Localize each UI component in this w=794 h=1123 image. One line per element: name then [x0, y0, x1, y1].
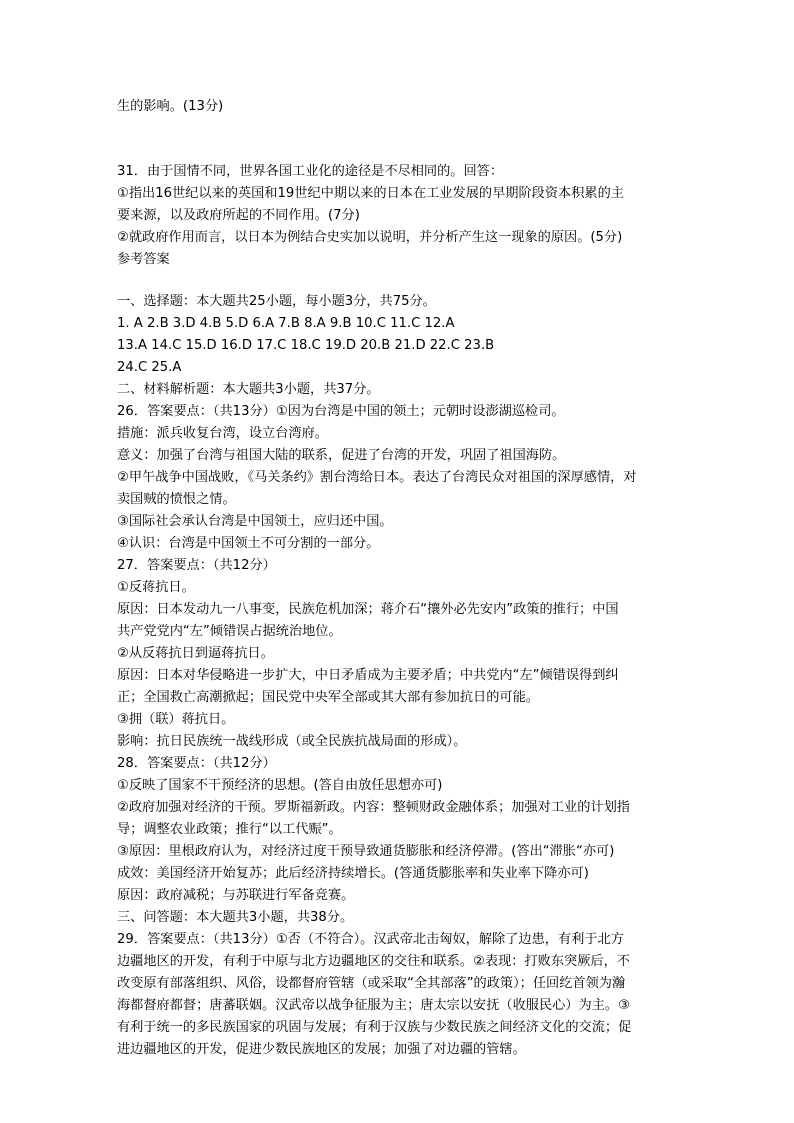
- question-31-part-1-cont: 要来源，以及政府所起的不同作用。(7分): [117, 208, 360, 223]
- answer-28-line: 原因：政府减税；与苏联进行军备竞赛。: [117, 888, 355, 903]
- answer-28-line: ①反映了国家不干预经济的思想。(答自由放任思想亦可): [117, 778, 443, 793]
- mc-answers-line-2: 13.A 14.C 15.D 16.D 17.C 18.C 19.D 20.B 21.D 22.C 23.B: [117, 338, 495, 353]
- mc-answers-line-1: 1. A 2.B 3.D 4.B 5.D 6.A 7.B 8.A 9.B 10.C 11.C 12.A: [117, 316, 455, 331]
- answer-28-line: 成效：美国经济开始复苏；此后经济持续增长。(答通货膨胀率和失业率下降亦可): [117, 866, 589, 881]
- answer-26-line: 卖国贼的愤恨之情。: [117, 492, 236, 507]
- continued-question-text: 生的影响。(13分): [117, 99, 224, 114]
- answer-26-line: 意义：加强了台湾与祖国大陆的联系，促进了台湾的开发，巩固了祖国海防。: [117, 448, 566, 463]
- answer-28-line: ②政府加强对经济的干预。罗斯福新政。内容：整顿财政金融体系；加强对工业的计划指: [117, 800, 630, 815]
- answer-26-line: ③国际社会承认台湾是中国领土，应归还中国。: [117, 514, 393, 529]
- answer-27-line: 27．答案要点：（共12分）: [117, 558, 276, 573]
- answer-27-line: 正；全国救亡高潮掀起；国民党中央军全部或其大部有参加抗日的可能。: [117, 690, 539, 705]
- answer-28-line: ③原因：里根政府认为，对经济过度干预导致通货膨胀和经济停滞。(答出“滞胀“亦可): [117, 844, 615, 859]
- answer-27-line: 原因：日本发动九一八事变，民族危机加深；蒋介石“攘外必先安内”政策的推行；中国: [117, 602, 619, 617]
- question-31-part-2: ②就政府作用而言，以日本为例结合史实加以说明，并分析产生这一现象的原因。(5分): [117, 230, 623, 245]
- answer-26-line: 26．答案要点：（共13分）①因为台湾是中国的领土；元朝时设澎湖巡检司。: [117, 404, 565, 419]
- section-1-heading: 一、选择题：本大题共25小题，每小题3分，共75分。: [117, 294, 436, 309]
- answer-28-line: 导；调整农业政策；推行“以工代赈”。: [117, 822, 342, 837]
- section-2-heading: 二、材料解析题：本大题共3小题，共37分。: [117, 382, 380, 397]
- answer-27-line: 影响：抗日民族统一战线形成（或全民族抗战局面的形成）。: [117, 734, 467, 749]
- answer-27-line: ②从反蒋抗日到逼蒋抗日。: [117, 646, 274, 661]
- answer-29-line: 有利于统一的多民族国家的巩固与发展；有利于汉族与少数民族之间经济文化的交流；促: [117, 1020, 632, 1035]
- answer-26-line: ④认识：台湾是中国领土不可分割的一部分。: [117, 536, 380, 551]
- answer-26-line: ②甲午战争中国战败，《马关条约》割台湾给日本。表达了台湾民众对祖国的深厚感情，对: [117, 470, 637, 485]
- answer-27-line: 共产党党内“左”倾错误占据统治地位。: [117, 624, 342, 639]
- section-3-heading: 三、问答题：本大题共3小题，共38分。: [117, 910, 354, 925]
- mc-answers-line-3: 24.C 25.A: [117, 360, 182, 375]
- answer-26-line: 措施：派兵收复台湾，设立台湾府。: [117, 426, 328, 441]
- reference-answer-heading: 参考答案: [117, 252, 170, 267]
- answer-28-line: 28．答案要点：（共12分）: [117, 756, 276, 771]
- answer-29-line: 进边疆地区的开发，促进少数民族地区的发展；加强了对边疆的管辖。: [117, 1042, 526, 1057]
- answer-29-line: 海都督府都督；唐蕃联姻。汉武帝以战争征服为主；唐太宗以安抚（收服民心）为主。③: [117, 998, 630, 1013]
- question-31-stem: 31．由于国情不同，世界各国工业化的途径是不尽相同的。回答：: [117, 164, 504, 179]
- answer-27-line: 原因：日本对华侵略进一步扩大，中日矛盾成为主要矛盾；中共党内“左”倾错误得到纠: [117, 668, 619, 683]
- answer-29-line: 边疆地区的开发，有利于中原与北方边疆地区的交往和联系。②表现：打败东突厥后，不: [117, 954, 630, 969]
- answer-29-line: 改变原有部落组织、风俗，设都督府管辖（或采取“全其部落”的政策）；任回纥首领为瀚: [117, 976, 626, 991]
- question-31-part-1: ①指出16世纪以来的英国和19世纪中期以来的日本在工业发展的早期阶段资本积累的主: [117, 186, 624, 201]
- answer-27-line: ①反蒋抗日。: [117, 580, 195, 595]
- answer-29-line: 29．答案要点：（共13分）①否（不符合）。汉武帝北击匈奴，解除了边患，有利于北方: [117, 932, 624, 947]
- answer-27-line: ③拥（联）蒋抗日。: [117, 712, 235, 727]
